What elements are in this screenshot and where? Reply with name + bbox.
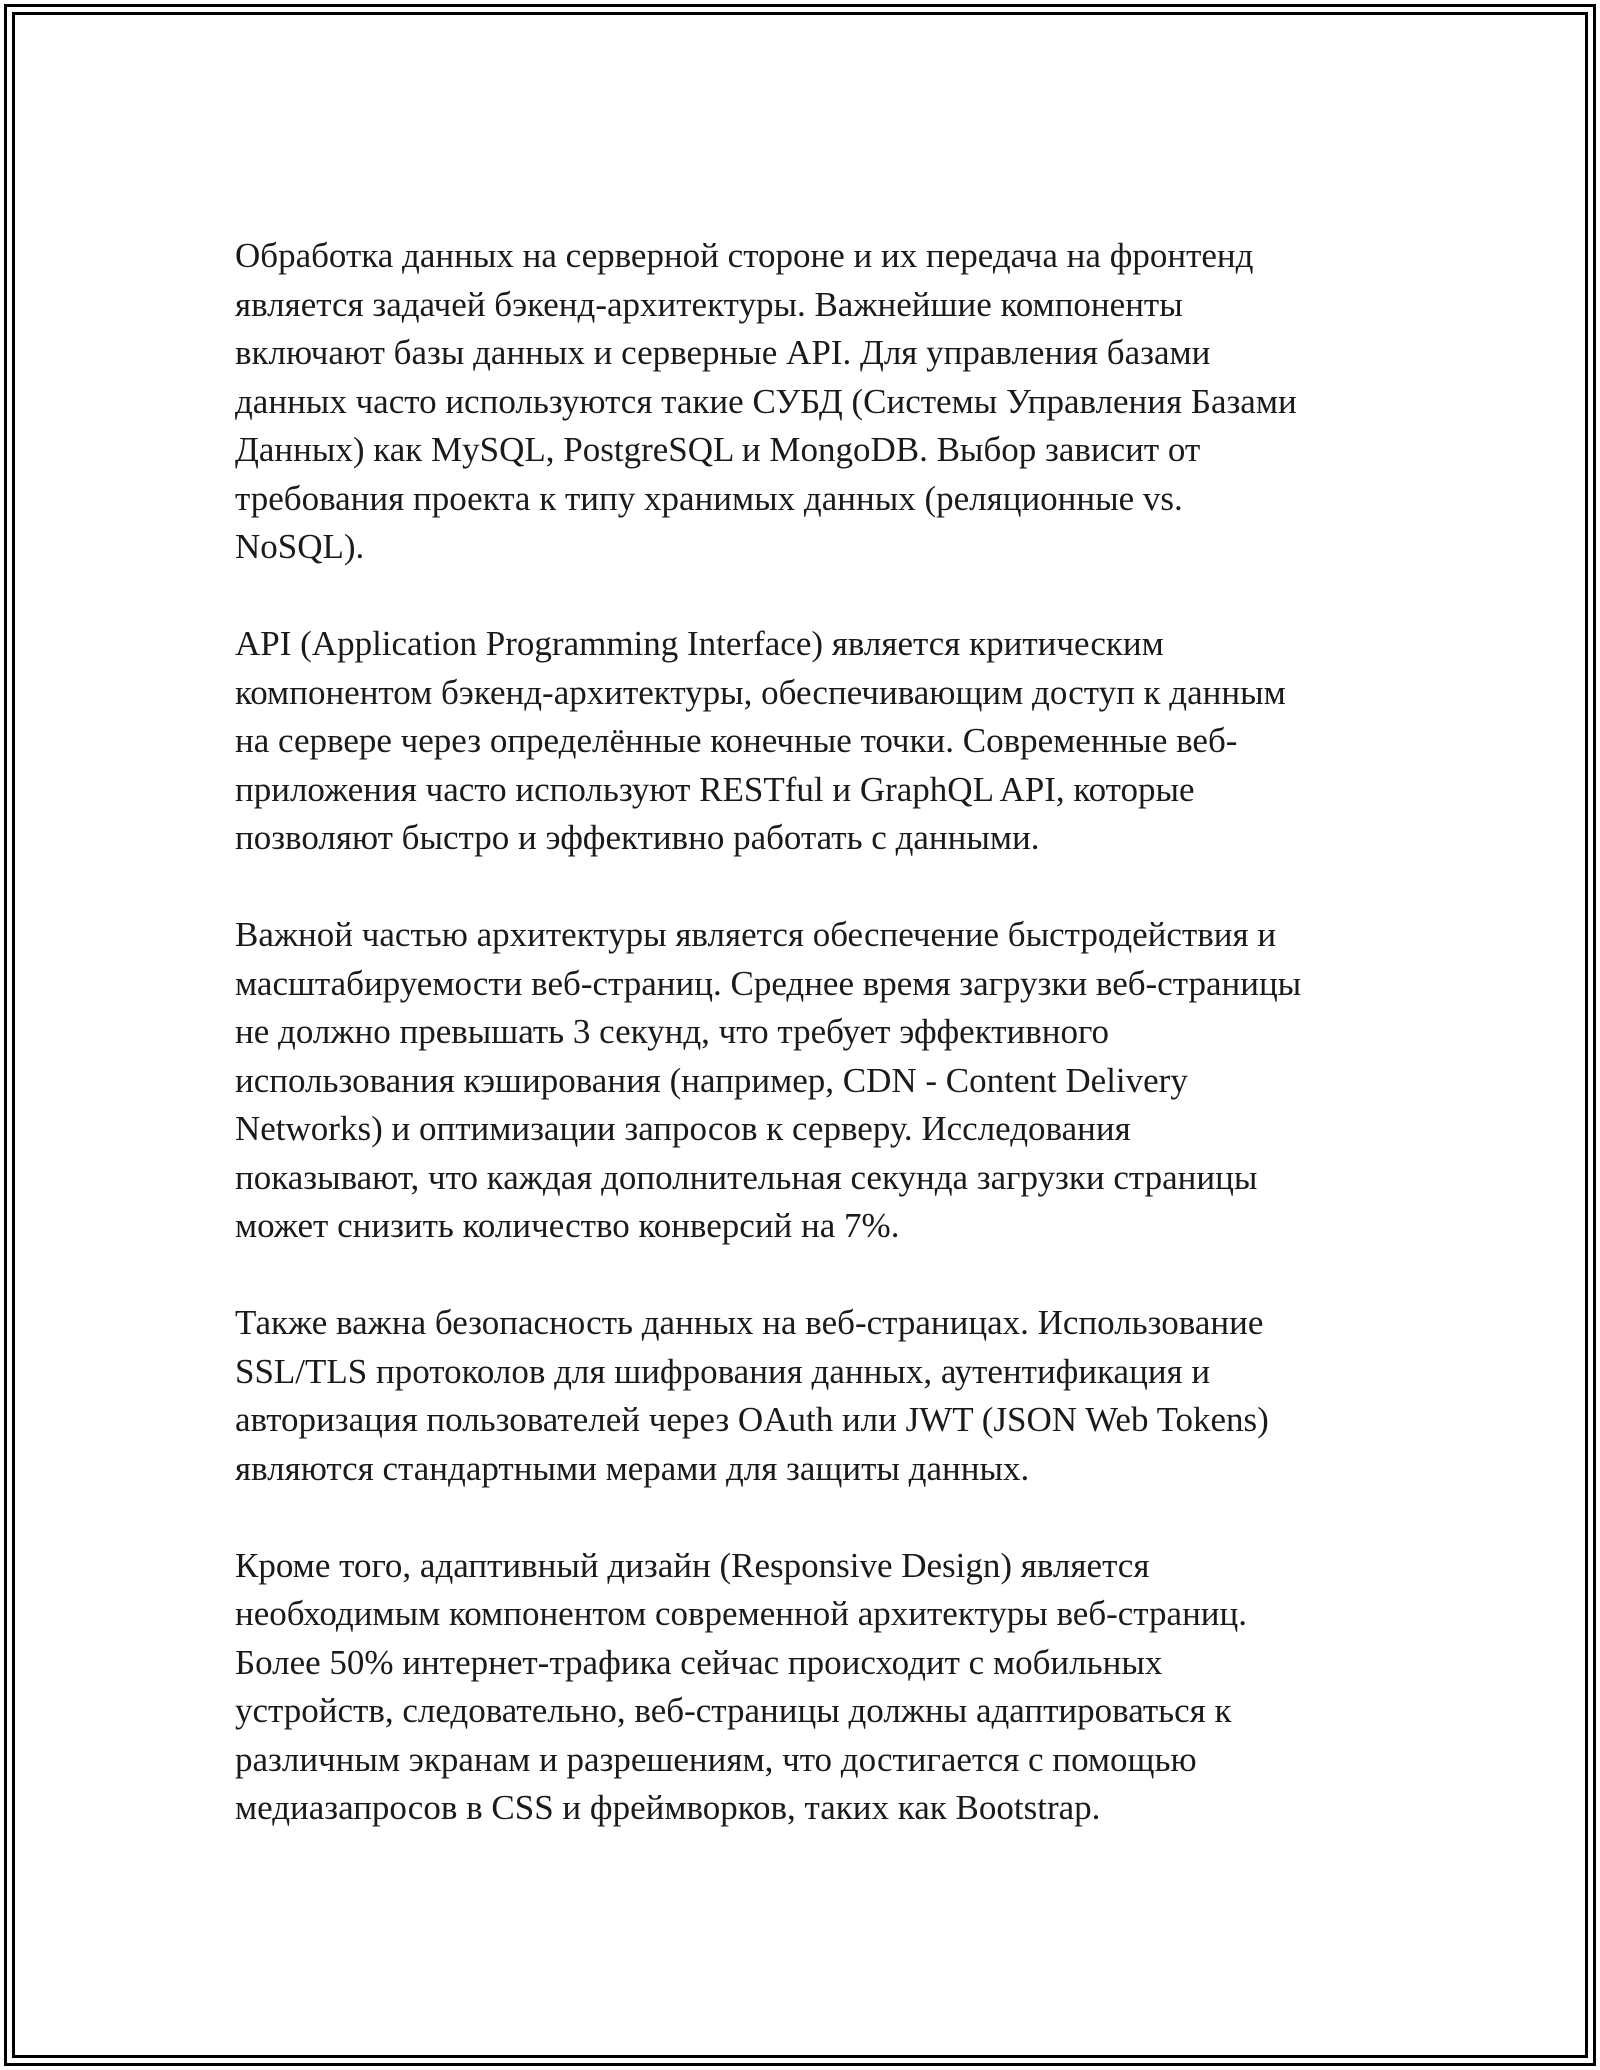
paragraph-backend-data: Обработка данных на серверной стороне и их передача на фронтенд является задачей бэкенд-архитектуры. Важнейшие компоненты включают базы данных и серверные API. Для управления базами данных часто используются такие СУБД (Системы Управления Базами Данных) как MySQL, PostgreSQL и MongoDB. Выбор зависит от требования проекта к типу хранимых данных (реляционные vs. NoSQL). <box>235 236 1297 566</box>
paragraph-api: API (Application Programming Interface) является критическим компонентом бэкенд-архитектуры, обеспечивающим доступ к данным на сервере через определённые конечные точки. Современные веб- приложения часто используют RESTful и GraphQL API, которые позволяют быстро и эффективно работать с данными. <box>235 624 1286 857</box>
paragraph-performance: Важной частью архитектуры является обеспечение быстродействия и масштабируемости веб-страниц. Среднее время загрузки веб-страницы не должно превышать 3 секунд, что требует эффективного использования кэширования (например, CDN - Content Delivery Networks) и оптимизации запросов к серверу. Исследования показывают, что каждая дополнительная секунда загрузки страницы может снизить количество конверсий на 7%. <box>235 915 1302 1245</box>
document-body <box>235 232 1375 1881</box>
paragraph-responsive-design: Кроме того, адаптивный дизайн (Responsive Design) является необходимым компонентом современной архитектуры веб-страниц. Более 50% интернет-трафика сейчас происходит с мобильных устройств, следовательно, веб-страницы должны адаптироваться к различным экранам и разрешениям, что достигается с помощью медиазапросов в CSS и фреймворков, таких как Bootstrap. <box>235 1545 1248 1827</box>
paragraph-security: Также важна безопасность данных на веб-страницах. Использование SSL/TLS протоколов для шифрования данных, аутентификация и авторизация пользователей через OAuth или JWT (JSON Web Tokens) являются стандартными мерами для защиты данных. <box>235 1303 1269 1488</box>
